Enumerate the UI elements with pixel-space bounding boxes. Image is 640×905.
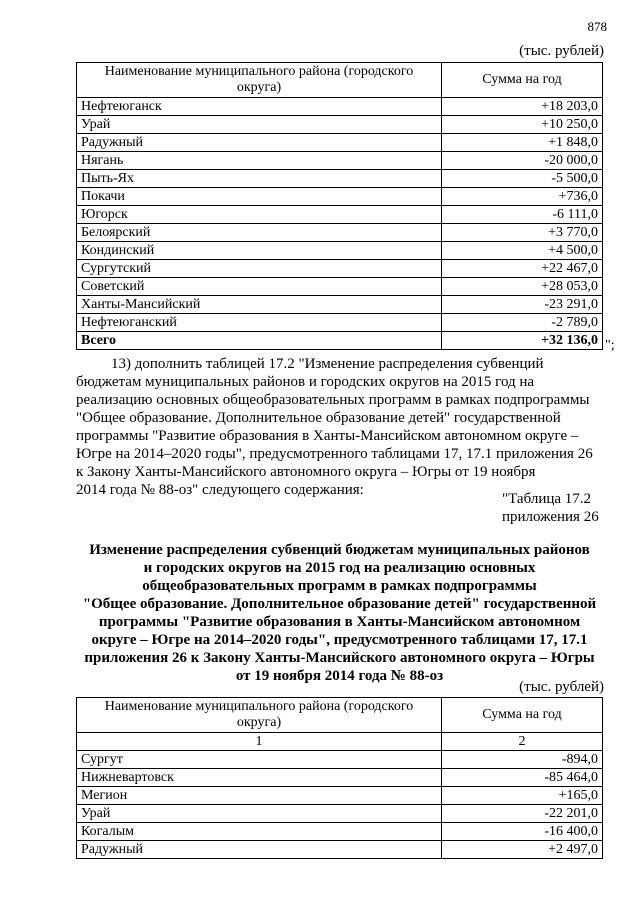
heading-line: Изменение распределения субвенций бюджетам муниципальных районов	[89, 542, 590, 558]
row-value: -85 464,0	[442, 769, 603, 787]
table-row	[77, 296, 603, 314]
heading-line: программы "Развитие образования в Ханты-Мансийском автономном	[98, 614, 581, 630]
paragraph-line: бюджетам муниципальных районов и городских округов на 2015 год на	[76, 374, 535, 390]
row-value: -894,0	[442, 751, 603, 769]
heading-line: приложения 26 к Закону Ханты-Мансийского автономного округа – Югры	[84, 650, 595, 666]
table-row	[77, 314, 603, 332]
table-row	[77, 170, 603, 188]
table-ref-line: "Таблица 17.2	[502, 491, 592, 507]
header-name: Наименование муниципального района (городского округа)	[77, 698, 442, 733]
row-name: Нижневартовск	[77, 769, 442, 787]
heading-line: округе – Югре на 2014–2020 годы", предусмотренного таблицами 17, 17.1	[91, 632, 588, 648]
row-value: +22 467,0	[442, 260, 603, 278]
table-heading	[76, 541, 603, 685]
row-value: -5 500,0	[442, 170, 603, 188]
paragraph-line: к Закону Ханты-Мансийского автономного округа – Югры от 19 ноября	[76, 464, 536, 480]
units-label: (тыс. рублей)	[519, 43, 604, 59]
table-row	[77, 823, 603, 841]
row-name: Мегион	[77, 787, 442, 805]
column-number: 2	[442, 733, 603, 751]
paragraph-line: программы "Развитие образования в Ханты-Мансийском автономном округе –	[76, 428, 579, 444]
table-row	[77, 98, 603, 116]
table-row	[77, 841, 603, 859]
table-row	[77, 224, 603, 242]
paragraph-line: "Общее образование. Дополнительное образование детей" государственной	[76, 410, 561, 426]
row-value: +28 053,0	[442, 278, 603, 296]
row-name: Нягань	[77, 152, 442, 170]
row-value: +10 250,0	[442, 116, 603, 134]
table-row	[77, 152, 603, 170]
row-value: -16 400,0	[442, 823, 603, 841]
total-label: Всего	[77, 332, 442, 350]
table-ref-line: приложения 26	[502, 509, 599, 525]
table-row	[77, 805, 603, 823]
row-name: Кондинский	[77, 242, 442, 260]
row-name: Ханты-Мансийский	[77, 296, 442, 314]
column-number: 1	[77, 733, 442, 751]
row-value: +2 497,0	[442, 841, 603, 859]
row-name: Сургут	[77, 751, 442, 769]
units-label: (тыс. рублей)	[519, 679, 604, 695]
row-name: Сургутский	[77, 260, 442, 278]
table-reference	[502, 490, 602, 526]
amendment-paragraph	[76, 355, 603, 499]
header-name: Наименование муниципального района (городского округа)	[77, 63, 442, 98]
row-name: Нефтеюганский	[77, 314, 442, 332]
table-row	[77, 242, 603, 260]
table-row	[77, 134, 603, 152]
row-value: -22 201,0	[442, 805, 603, 823]
row-value: -6 111,0	[442, 206, 603, 224]
table-header-row	[77, 698, 603, 733]
closing-quote: ";	[605, 338, 615, 353]
row-value: -20 000,0	[442, 152, 603, 170]
table-row	[77, 188, 603, 206]
table-row	[77, 751, 603, 769]
subvention-table-2	[76, 697, 603, 859]
header-sum: Сумма на год	[442, 698, 603, 733]
paragraph-line: 2014 года № 88-оз" следующего содержания:	[76, 482, 364, 498]
row-value: +18 203,0	[442, 98, 603, 116]
row-value: +736,0	[442, 188, 603, 206]
row-name: Советский	[77, 278, 442, 296]
table-row	[77, 116, 603, 134]
table-row	[77, 787, 603, 805]
heading-line: от 19 ноября 2014 года № 88-оз	[235, 668, 444, 684]
heading-line: и городских округов на 2015 год на реализацию основных	[143, 560, 536, 576]
page-number: 878	[587, 19, 607, 34]
table-row	[77, 260, 603, 278]
paragraph-line: Югре на 2014–2020 годы", предусмотренного таблицами 17, 17.1 приложения 26	[76, 446, 593, 462]
paragraph-line: реализацию основных общеобразовательных программ в рамках подпрограммы	[76, 392, 590, 408]
table-header-row	[77, 63, 603, 98]
row-name: Пыть-Ях	[77, 170, 442, 188]
total-row	[77, 332, 603, 350]
row-name: Урай	[77, 116, 442, 134]
row-name: Радужный	[77, 134, 442, 152]
paragraph-line: 13) дополнить таблицей 17.2 "Изменение распределения субвенций	[111, 356, 544, 372]
row-name: Нефтеюганск	[77, 98, 442, 116]
row-name: Белоярский	[77, 224, 442, 242]
row-name: Радужный	[77, 841, 442, 859]
heading-line: "Общее образование. Дополнительное образование детей" государственной	[82, 596, 597, 612]
table-row	[77, 206, 603, 224]
row-value: -23 291,0	[442, 296, 603, 314]
table-row	[77, 278, 603, 296]
row-value: +165,0	[442, 787, 603, 805]
row-value: +4 500,0	[442, 242, 603, 260]
subvention-table-1	[76, 62, 603, 350]
row-value: +1 848,0	[442, 134, 603, 152]
column-numbers-row	[77, 733, 603, 751]
row-name: Урай	[77, 805, 442, 823]
heading-line: общеобразовательных программ в рамках подпрограммы	[142, 578, 537, 594]
total-value: +32 136,0	[442, 332, 603, 350]
row-value: +3 770,0	[442, 224, 603, 242]
header-sum: Сумма на год	[442, 63, 603, 98]
row-name: Югорск	[77, 206, 442, 224]
table-row	[77, 769, 603, 787]
row-name: Покачи	[77, 188, 442, 206]
row-name: Когалым	[77, 823, 442, 841]
row-value: -2 789,0	[442, 314, 603, 332]
